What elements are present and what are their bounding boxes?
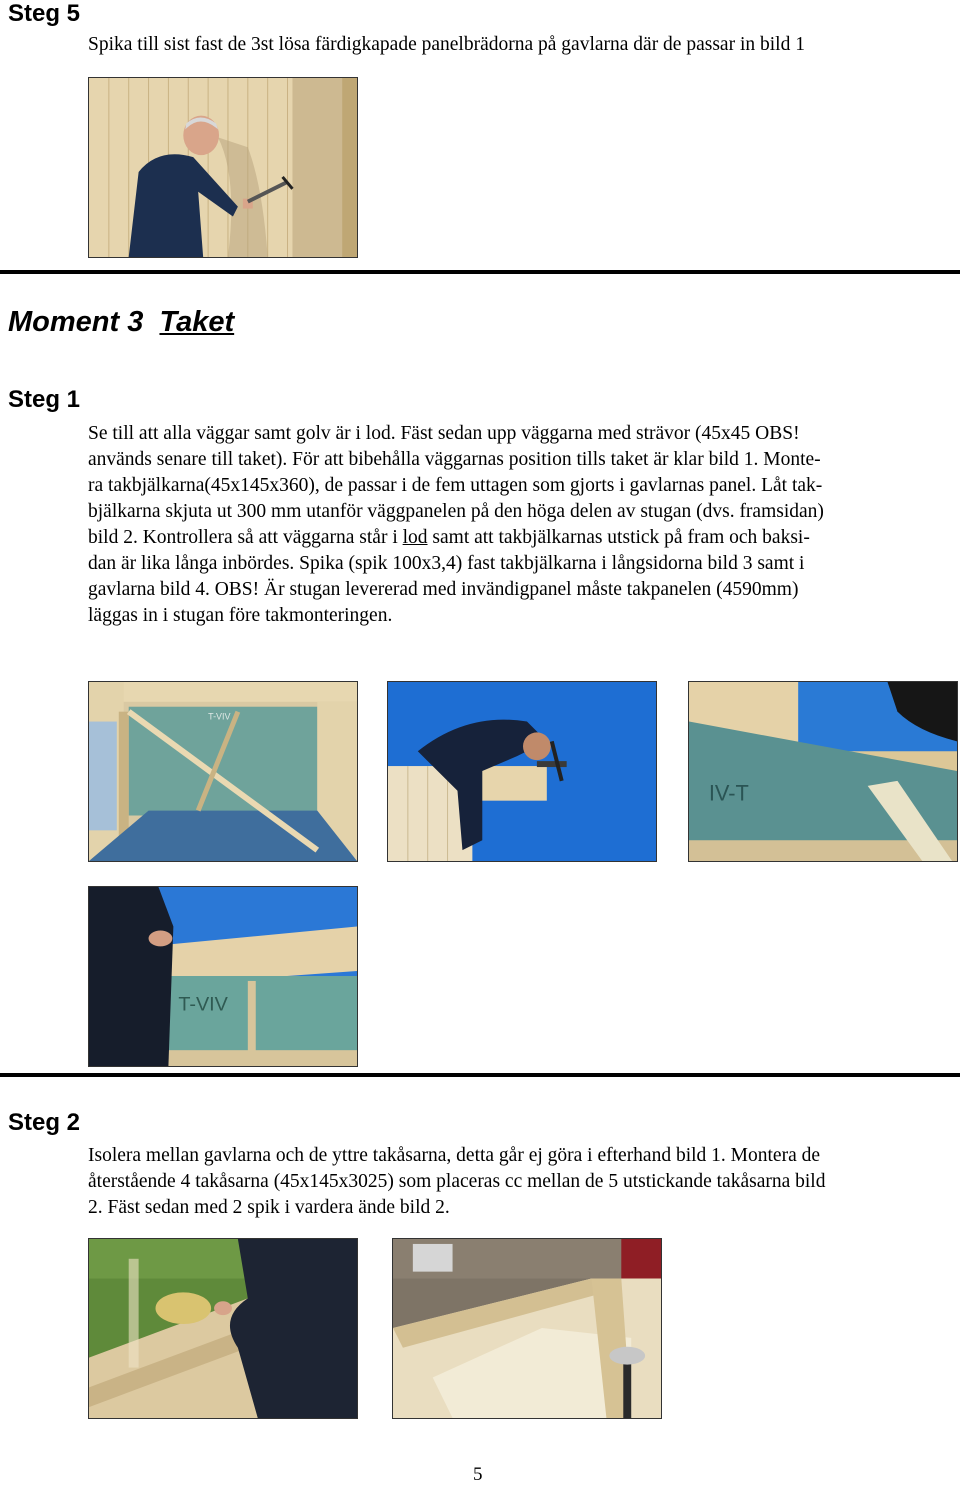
step1-line-3: ra takbjälkarna(45x145x360), de passar i de fem uttagen som gjorts i gavlarnas panel. Låt tak- <box>88 475 823 496</box>
lod-link-text: lod <box>402 527 428 548</box>
step2-line-1: Isolera mellan gavlarna och de yttre takåsarna, detta går ej göra i efterhand bild 1. Montera de <box>88 1145 821 1166</box>
step2-text <box>88 1143 825 1221</box>
moment-number: Moment 3 <box>8 306 144 338</box>
photo-step1-bild4 <box>88 886 358 1067</box>
photo-step1-bild1 <box>88 681 358 862</box>
step1-line-2: används senare till taket). För att bibehålla väggarnas position tills taket är klar bild 1. Monte- <box>88 449 821 470</box>
step2-heading: Steg 2 <box>8 1109 81 1136</box>
svg-text:T-VIV: T-VIV <box>208 711 231 722</box>
step1-line-6: dan är lika långa inbördes. Spika (spik 100x3,4) fast takbjälkarna i långsidorna bild 3 samt i <box>88 553 805 574</box>
svg-text:IV-T: IV-T <box>708 780 749 806</box>
step5-text: Spika till sist fast de 3st lösa färdigkapade panelbrädorna på gavlarna där de passar in bild 1 <box>88 34 805 55</box>
section-divider <box>0 270 960 274</box>
step1-line-7: gavlarna bild 4. OBS! Är stugan levererad med invändigpanel måste takpanelen (4590mm) <box>88 579 799 600</box>
step1-line-5: bild 2. Kontrollera så att väggarna står i lod samt att takbjälkarnas utstick på fram och baksi- <box>88 527 810 548</box>
photo-step1-bild2 <box>387 681 657 862</box>
step1-heading: Steg 1 <box>8 386 81 413</box>
page-number: 5 <box>473 1464 483 1485</box>
photo-step2-bild1 <box>88 1238 358 1419</box>
step5-heading: Steg 5 <box>8 0 81 27</box>
svg-text:T-VIV: T-VIV <box>178 993 228 1016</box>
step2-line-2: återstående 4 takåsarna (45x145x3025) som placeras cc mellan de 5 utstickande takåsarna bild <box>88 1171 826 1192</box>
step2-line-3: 2. Fäst sedan med 2 spik i vardera ände bild 2. <box>88 1197 450 1218</box>
moment-heading <box>8 305 234 339</box>
step1-line-1: Se till att alla väggar samt golv är i lod. Fäst sedan upp väggarna med strävor (45x45 OBS! <box>88 423 800 444</box>
photo-step2-bild2 <box>392 1238 662 1419</box>
step1-line-4: bjälkarna skjuta ut 300 mm utanför väggpanelen på den höga delen av stugan (dvs. framsidan) <box>88 501 824 522</box>
section-divider-2 <box>0 1073 960 1077</box>
step1-text <box>88 421 824 629</box>
photo-step1-bild3 <box>688 681 958 862</box>
step1-line-8: läggas in i stugan före takmonteringen. <box>88 605 393 626</box>
moment-title: Taket <box>159 306 235 338</box>
photo-step5-nailing <box>88 77 358 258</box>
